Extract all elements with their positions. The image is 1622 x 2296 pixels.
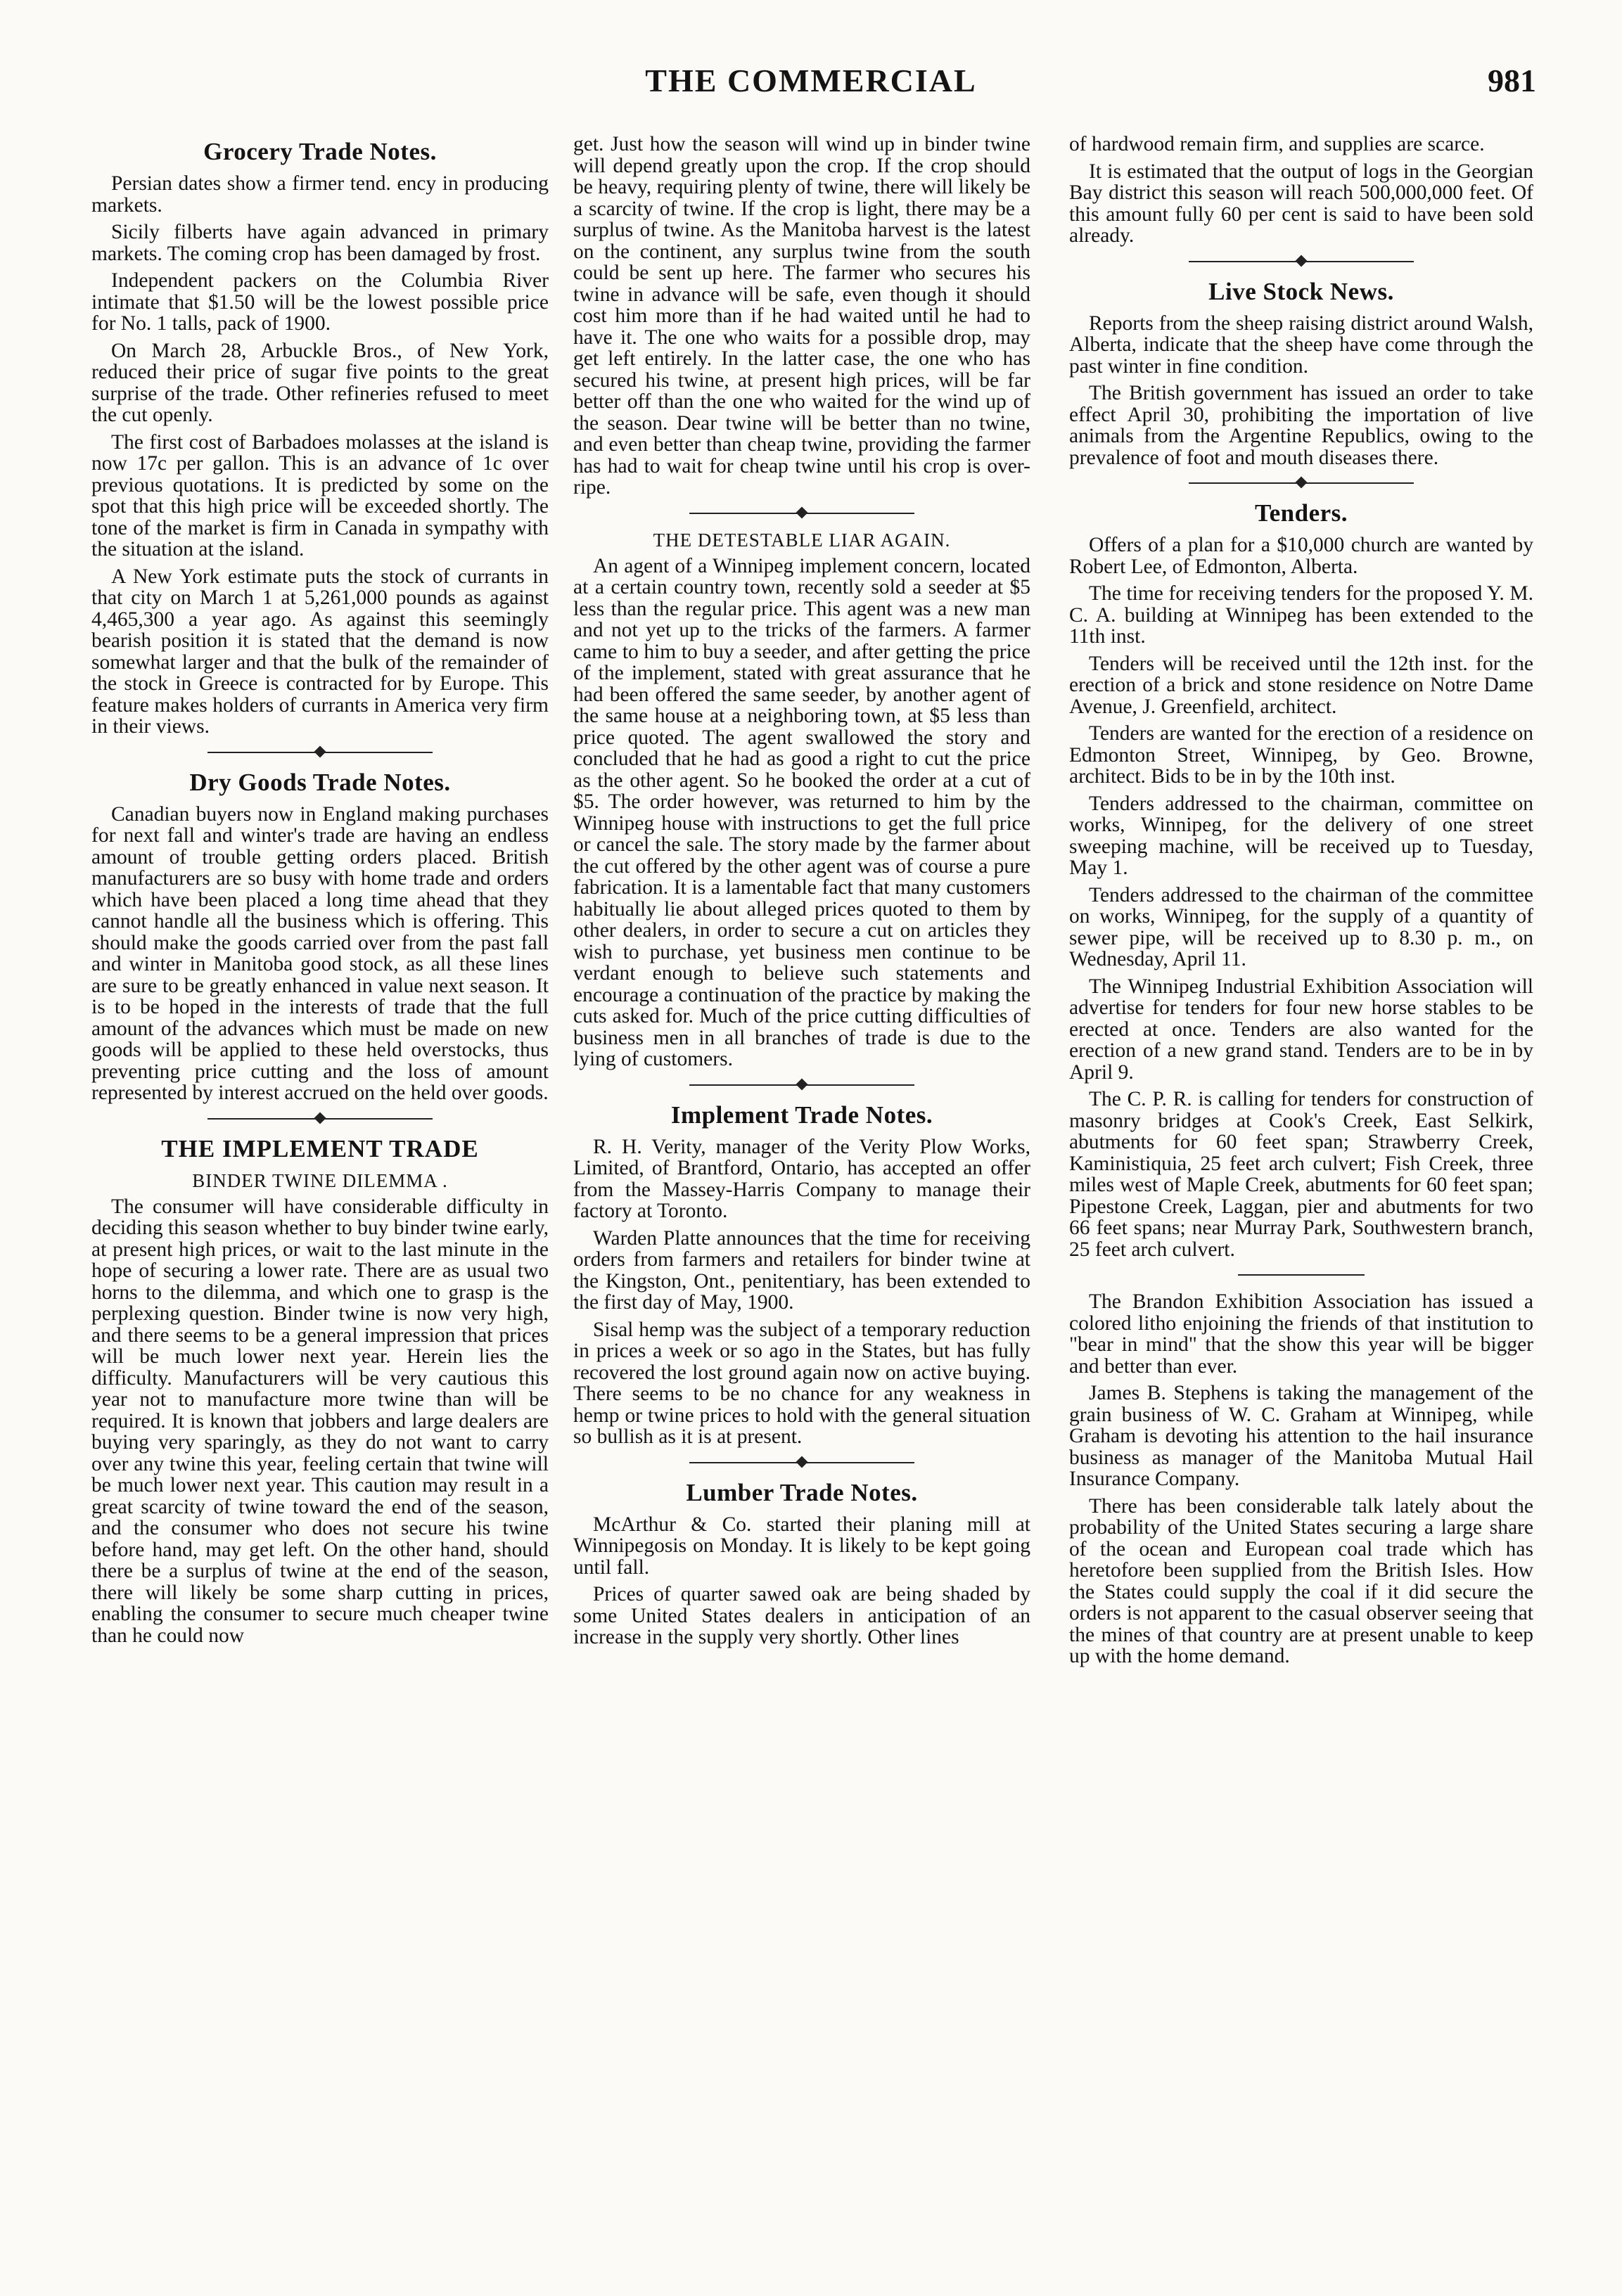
article-paragraph: Sicily filberts have again advanced in primary markets. The coming crop has been damaged by frost. (91, 221, 549, 265)
diamond-ornament-icon (796, 1078, 808, 1090)
article-paragraph: Canadian buyers now in England making purchases for next fall and winter's trade are having an endless amount of trouble getting orders placed. British manufacturers are so busy with home trade and orders which have been placed a long time ahead that they cannot handle all the business which is offering. This should make the goods carried over from the past fall and winter in Manitoba good stock, as all these lines are sure to be greatly enhanced in value next season. It is to be hoped in the interests of trade that the full amount of the advances which must be made on new goods will be applied to these held overstocks, thus preventing price cutting and the loss of amount represented by interest accrued on the held over goods. (91, 802, 549, 1104)
column-1 (91, 134, 549, 2278)
article-paragraph: It is estimated that the output of logs in the Georgian Bay district this season will reach 500,000,000 feet. Of this amount fully 60 per cent is said to have been sold already. (1069, 160, 1533, 247)
diamond-ornament-icon (1296, 477, 1308, 489)
column-3 (1069, 134, 1533, 2278)
section-divider (689, 504, 914, 522)
article-paragraph: An agent of a Winnipeg implement concern, located at a certain country town, recently sold a seeder at $5 less than the regular price. This agent was a new man and not yet up to the tricks of the farmers. A farmer came to him to buy a seeder, and after getting the price of the implement, stated with great assurance that he had been offered the same seeder, by another agent of the same house at a neighboring town, at $5 less than price quoted. The agent swallowed the story and concluded that he had as good a right to cut the price as the other agent. So he booked the order at a cut of $5. The order however, was returned to him by the Winnipeg house with instructions to get the full price or cancel the sale. The story made by the farmer about the cut offered by the other agent was of course a pure fabrication. It is a lamentable fact that many customers habitually lie about alleged prices quoted to them by other dealers, in order to secure a cut on articles they wish to purchase, yet business men continue to be verdant enough to believe such statements and encourage a continuation of the practice by making the cuts asked for. Much of the price cutting difficulties of business men in all branches of trade is due to the lying of customers. (573, 554, 1030, 1070)
article-paragraph: The first cost of Barbadoes molasses at the island is now 17c per gallon. This is an advance of 1c over previous quotations. It is predicted by some on the spot that this high price will be exceeded shortly. The tone of the market is firm in Canada in sympathy with the situation at the island. (91, 430, 549, 560)
article-paragraph: Sisal hemp was the subject of a temporary reduction in prices a week or so ago in the States, but has fully recovered the lost ground again now on active buying. There seems to be no chance for any weakness in hemp or twine prices to hold with the general situation so bullish as it is at present. (573, 1318, 1030, 1448)
diamond-ornament-icon (796, 1456, 808, 1468)
page-header (0, 62, 1622, 111)
page-number: 981 (1488, 63, 1536, 98)
article-paragraph: The C. P. R. is calling for tenders for construction of masonry bridges at Cook's Creek, East Selkirk, abutments for 60 feet span; Strawberry Creek, Kaministiquia, 25 feet arch culvert; Fish Creek, three miles west of Maple Creek, abutments for 60 feet span; Pipestone Creek, Laggan, pier and abutments for two 66 feet spans; near Murray Park, Southwestern branch, 25 feet arch culvert. (1069, 1088, 1533, 1261)
diamond-ornament-icon (314, 745, 326, 757)
binder-twine-subheading: BINDER TWINE DILEMMA . (192, 1169, 448, 1191)
section-divider (207, 1110, 433, 1128)
diamond-ornament-icon (796, 506, 808, 518)
article-paragraph: The British government has issued an order to take effect April 30, prohibiting the importation of live animals from the Argentine Republics, owing to the prevalence of foot and mouth diseases there. (1069, 382, 1533, 469)
article-paragraph: get. Just how the season will wind up in binder twine will depend greatly upon the crop. If the crop should be heavy, requiring plenty of twine, there will likely be a scarcity of twine. If the crop is light, there may be a surplus of twine. As the Manitoba harvest is the latest on the continent, any surplus twine from the south could be sent up here. The farmer who secures his twine in advance will be safe, even though it should cost him more than if he had waited until he had to have it. The one who waits for a possible drop, may get left entirely. In the latter case, the one who has secured his twine, at present high prices, will be far better off than the one who waited for the wind up of the season. Dear twine will be better than no twine, and even better than cheap twine, providing the farmer has had to wait for cheap twine until his crop is over-ripe. (573, 134, 1030, 499)
implement-trade-heading: THE IMPLEMENT TRADE (161, 1134, 479, 1162)
section-divider (1238, 1266, 1365, 1284)
article-paragraph: Prices of quarter sawed oak are being shaded by some United States dealers in anticipation of an increase in the supply very shortly. Other lines (573, 1583, 1030, 1648)
lumber-heading: Lumber Trade Notes. (686, 1478, 918, 1506)
grocery-heading: Grocery Trade Notes. (203, 138, 437, 165)
article-paragraph: There has been considerable talk lately about the probability of the United States securing a large share of the ocean and European coal trade which has heretofore been supplied from the British Isles. How the States could supply the coal if it did secure the orders is not apparent to the casual observer seeing that the mines of that country are at present unable to keep up with the home demand. (1069, 1494, 1533, 1667)
article-paragraph: Offers of a plan for a $10,000 church are wanted by Robert Lee, of Edmonton, Alberta. (1069, 534, 1533, 578)
section-divider (1189, 252, 1414, 271)
article-paragraph: Tenders will be received until the 12th inst. for the erection of a brick and stone residence on Notre Dame Avenue, J. Greenfield, architect. (1069, 652, 1533, 718)
diamond-ornament-icon (1296, 255, 1308, 267)
article-paragraph: On March 28, Arbuckle Bros., of New York, reduced their price of sugar five points to the great surprise of the trade. Other refineries refused to meet the cut openly. (91, 339, 549, 426)
article-paragraph: Tenders addressed to the chairman, committee on works, Winnipeg, for the delivery of one street sweeping machine, will be received up to Tuesday, May 1. (1069, 792, 1533, 879)
section-divider (689, 1454, 914, 1472)
live-stock-heading: Live Stock News. (1208, 277, 1394, 305)
article-paragraph: R. H. Verity, manager of the Verity Plow Works, Limited, of Brantford, Ontario, has accepted an offer from the Massey-Harris Company to manage their factory at Toronto. (573, 1135, 1030, 1222)
article-paragraph: Warden Platte announces that the time for receiving orders from farmers and retailers for binder twine at the Kingston, Ont., penitentiary, has been extended to the first day of May, 1900. (573, 1226, 1030, 1314)
article-paragraph: Persian dates show a firmer tend. ency in producing markets. (91, 172, 549, 217)
section-divider (207, 743, 433, 762)
tenders-heading: Tenders. (1254, 499, 1348, 527)
article-paragraph: The time for receiving tenders for the proposed Y. M. C. A. building at Winnipeg has been extended to the 11th inst. (1069, 582, 1533, 648)
article-paragraph: Independent packers on the Columbia River intimate that $1.50 will be the lowest possible price for No. 1 talls, pack of 1900. (91, 269, 549, 335)
publication-title: THE COMMERCIAL (645, 63, 977, 98)
section-divider (689, 1076, 914, 1094)
article-paragraph: Tenders addressed to the chairman of the committee on works, Winnipeg, for the supply of a quantity of sewer pipe, will be received up to 8.30 p. m., on Wednesday, April 11. (1069, 883, 1533, 970)
article-paragraph: McArthur & Co. started their planing mill at Winnipegosis on Monday. It is likely to be kept going until fall. (573, 1513, 1030, 1579)
article-paragraph: A New York estimate puts the stock of currants in that city on March 1 at 5,261,000 pounds as against 4,465,300 a year ago. As against this seemingly bearish position it is stated that the demand is now somewhat larger and that the bulk of the remainder of the stock in Greece is contracted for by Europe. This feature makes holders of currants in America very firm in their views. (91, 565, 549, 738)
dry-goods-heading: Dry Goods Trade Notes. (189, 768, 451, 796)
implement-notes-heading: Implement Trade Notes. (670, 1101, 933, 1129)
diamond-ornament-icon (314, 1112, 326, 1124)
column-2 (573, 134, 1030, 2278)
article-paragraph: The Winnipeg Industrial Exhibition Association will advertise for tenders for four new horse stables to be erected at once. Tenders are also wanted for the erection of a new grand stand. Tenders are to be in by April 9. (1069, 975, 1533, 1084)
article-paragraph: Reports from the sheep raising district around Walsh, Alberta, indicate that the sheep have come through the past winter in fine condition. (1069, 312, 1533, 378)
article-paragraph: The Brandon Exhibition Association has issued a colored litho enjoining the friends of that institution to "bear in mind" that the show this year will be bigger and better than ever. (1069, 1290, 1533, 1378)
liar-heading: THE DETESTABLE LIAR AGAIN. (653, 529, 951, 551)
article-paragraph: Tenders are wanted for the erection of a residence on Edmonton Street, Winnipeg, by Geo. Browne, architect. Bids to be in by the 10th inst. (1069, 722, 1533, 788)
section-divider (1189, 474, 1414, 492)
article-paragraph: of hardwood remain firm, and supplies are scarce. (1069, 134, 1485, 155)
article-paragraph: James B. Stephens is taking the management of the grain business of W. C. Graham at Winnipeg, while Graham is devoting his attention to the hail insurance business as manager of the Manitoba Mutual Hail Insurance Company. (1069, 1382, 1533, 1490)
article-paragraph: The consumer will have considerable difficulty in deciding this season whether to buy binder twine early, at present high prices, or wait to the last minute in the hope of securing a lower rate. There are as usual two horns to the dilemma, and which one to grasp is the perplexing question. Binder twine is now very high, and there seems to be a general impression that prices will be much lower next year. Herein lies the difficulty. Manufacturers will be very cautious this year not to manufacture more twine than will be required. It is known that jobbers and large dealers are buying very sparingly, as they do not want to carry over any twine this year, feeling certain that twine will be much lower next year. This caution may result in a great scarcity of twine toward the end of the season, and the consumer who does not secure his twine before hand, may get left. On the other hand, should there be a surplus of twine at the end of the season, there will likely be some sharp cutting in prices, enabling the consumer to secure much cheaper twine than he could now (91, 1195, 549, 1647)
